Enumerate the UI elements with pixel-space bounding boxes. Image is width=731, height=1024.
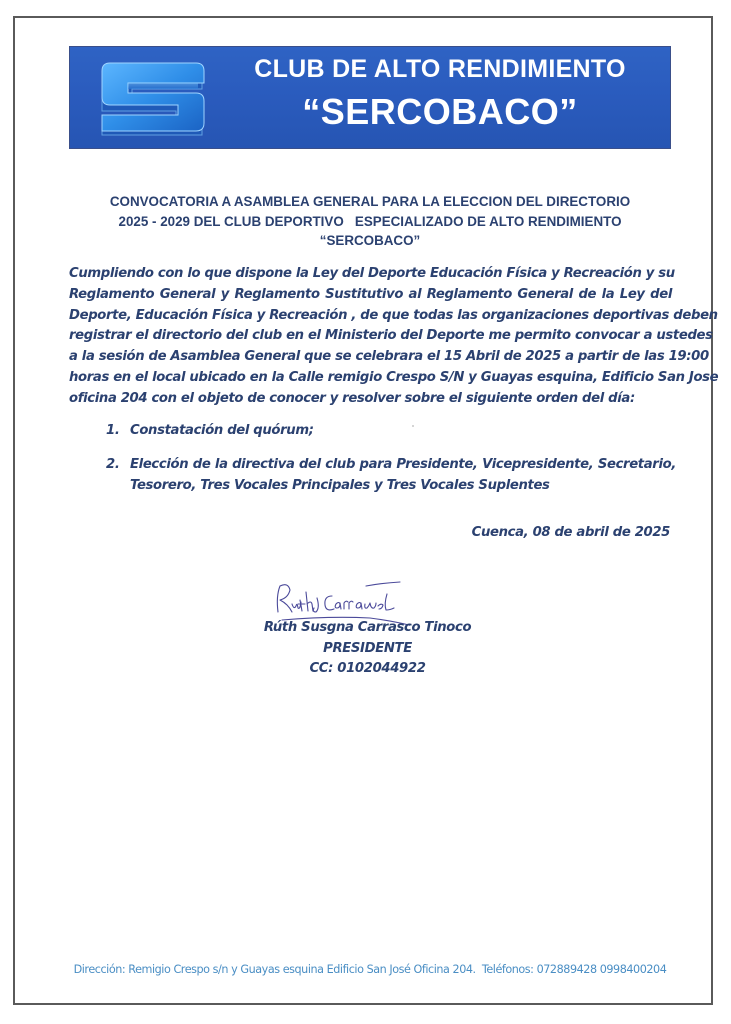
sercobaco-logo-icon (92, 59, 212, 139)
document-date: Cuenca, 08 de abril de 2025 (471, 525, 670, 540)
signatory-title: PRESIDENTE (323, 640, 412, 656)
heading-line: CONVOCATORIA A ASAMBLEA GENERAL PARA LA ELECCION DEL DIRECTORIO (109, 194, 631, 209)
heading-line: 2025 - 2029 DEL CLUB DEPORTIVO ESPECIALIZADO DE ALTO RENDIMIENTO (118, 213, 622, 229)
heading-line: “SERCOBACO” (319, 233, 421, 248)
paragraph-line: Reglamento General y Reglamento Sustitutivo al Reglamento General de la Ley del (69, 286, 672, 302)
footer-address: Dirección: Remigio Crespo s/n y Guayas esquina Edificio San José Oficina 204. Teléfonos: 072889428 0998400204 (73, 963, 667, 976)
agenda-number: 2. (106, 457, 120, 472)
agenda-item (106, 421, 676, 442)
agenda-text: Tesorero, Tres Vocales Principales y Tres Vocales Suplentes (130, 477, 550, 493)
agenda-text: Elección de la directiva del club para Presidente, Vicepresidente, Secretario, (130, 457, 676, 472)
club-name-title: “SERCOBACO” (302, 91, 578, 132)
page-frame (13, 16, 719, 1005)
scan-speck (412, 425, 414, 427)
paragraph-line: registrar el directorio del club en el Ministerio del Deporte me permito convocar a ustedes (69, 328, 713, 344)
agenda-number: 1. (106, 423, 120, 438)
signatory-block (250, 618, 485, 680)
paragraph-line: oficina 204 con el objeto de conocer y resolver sobre el siguiente orden del día: (69, 390, 635, 406)
paragraph-line: Deporte, Educación Física y Recreación , de que todas las organizaciones deportivas deben (69, 307, 718, 323)
paragraph-line: horas en el local ubicado en la Calle remigio Crespo S/N y Guayas esquina, Edificio San Jose (69, 369, 719, 385)
signatory-name: Rúth Susgna Carrasco Tinoco (263, 620, 472, 635)
agenda-item (106, 455, 676, 497)
signatory-id: CC: 0102044922 (309, 661, 426, 676)
club-name-line: CLUB DE ALTO RENDIMIENTO (254, 55, 626, 83)
letterhead-banner (69, 46, 671, 149)
paragraph-line: a la sesión de Asamblea General que se celebrara el 15 Abril de 2025 a partir de las 19:00 (69, 349, 709, 365)
document-heading (66, 192, 674, 251)
body-paragraph (69, 264, 719, 410)
paragraph-line: Cumpliendo con lo que dispone la Ley del Deporte Educación Física y Recreación y su (69, 266, 675, 281)
agenda-text: Constatación del quórum; (130, 423, 314, 438)
